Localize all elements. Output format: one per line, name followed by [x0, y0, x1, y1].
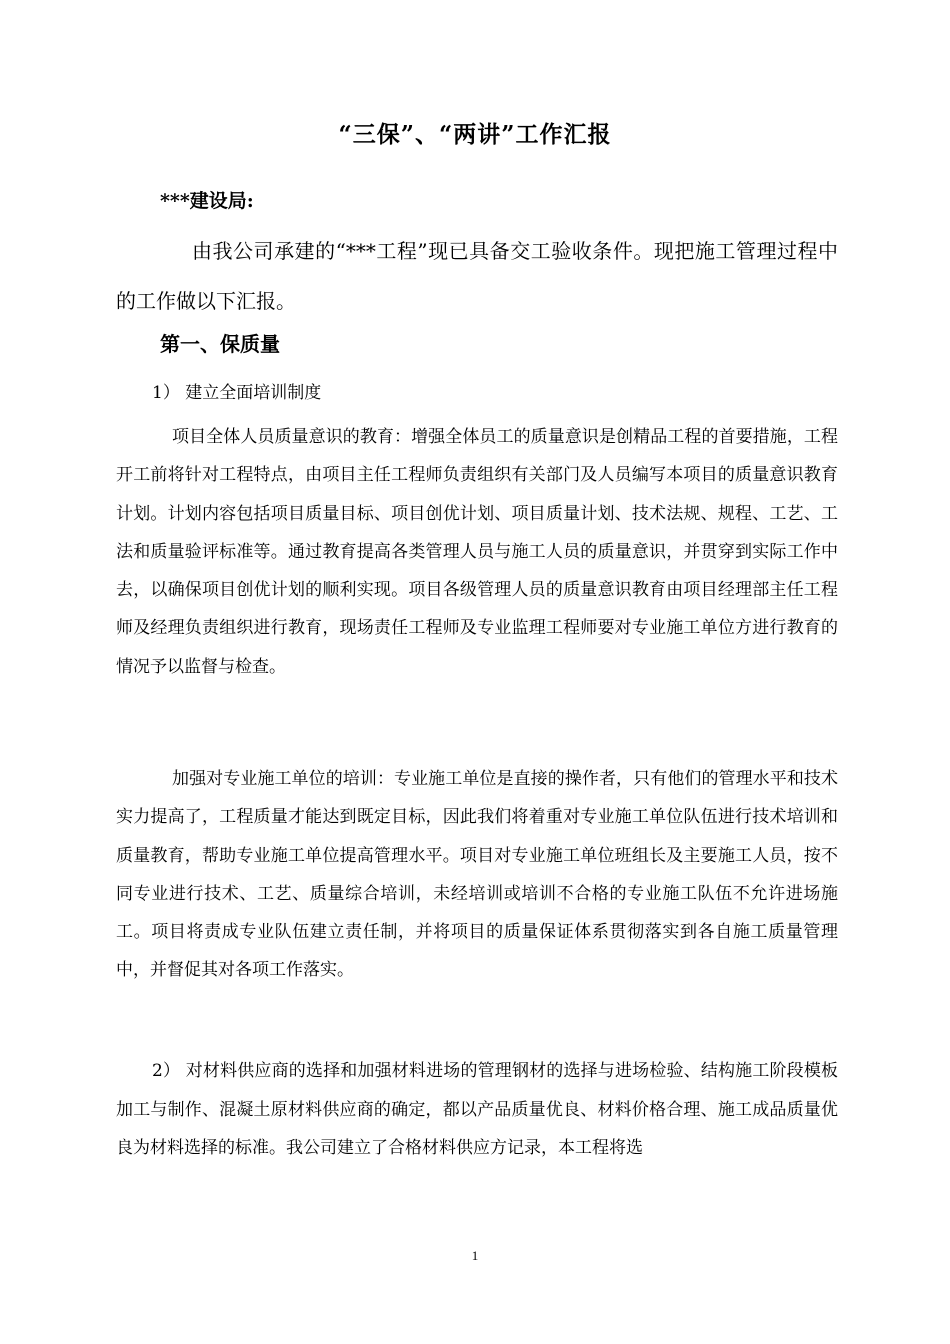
- page-number: 1: [471, 1248, 479, 1263]
- item-heading-training: 1） 建立全面培训制度: [152, 383, 322, 403]
- document-title: “三保”、“两讲”工作汇报: [338, 121, 612, 148]
- salutation: ***建设局:: [160, 190, 254, 212]
- body-paragraph-contractor-training: 加强对专业施工单位的培训：专业施工单位是直接的操作者，只有他们的管理水平和技术实力提高了，工程质量才能达到既定目标，因此我们将着重对专业施工单位队伍进行技术培训和质量教育，帮助专业施工单位提高管理水平。项目对专业施工单位班组长及主要施工人员，按不同专业进行技术、工艺、质量综合培训，未经培训或培训不合格的专业施工队伍不允许进场施工。项目将责成专业队伍建立责任制，并将项目的质量保证体系贯彻落实到各自施工质量管理中，并督促其对各项工作落实。: [116, 769, 838, 981]
- body-paragraph-quality-education: 项目全体人员质量意识的教育：增强全体员工的质量意识是创精品工程的首要措施，工程开工前将针对工程特点，由项目主任工程师负责组织有关部门及人员编写本项目的质量意识教育计划。计划内容包括项目质量目标、项目创优计划、项目质量计划、技术法规、规程、工艺、工法和质量验评标准等。通过教育提高各类管理人员与施工人员的质量意识，并贯穿到实际工作中去，以确保项目创优计划的顺利实现。项目各级管理人员的质量意识教育由项目经理部主任工程师及经理负责组织进行教育，现场责任工程师及专业监理工程师要对专业施工单位方进行教育的情况予以监督与检查。: [116, 427, 838, 677]
- body-paragraph-material-suppliers: 2） 对材料供应商的选择和加强材料进场的管理钢材的选择与进场检验、结构施工阶段模板加工与制作、混凝土原材料供应商的确定，都以产品质量优良、材料价格合理、施工成品质量优良为材料选择的标准。我公司建立了合格材料供应方记录，本工程将选: [116, 1061, 838, 1158]
- section-heading-quality: 第一、保质量: [160, 332, 280, 356]
- intro-paragraph: 由我公司承建的“***工程”现已具备交工验收条件。现把施工管理过程中的工作做以下汇报。: [116, 239, 838, 313]
